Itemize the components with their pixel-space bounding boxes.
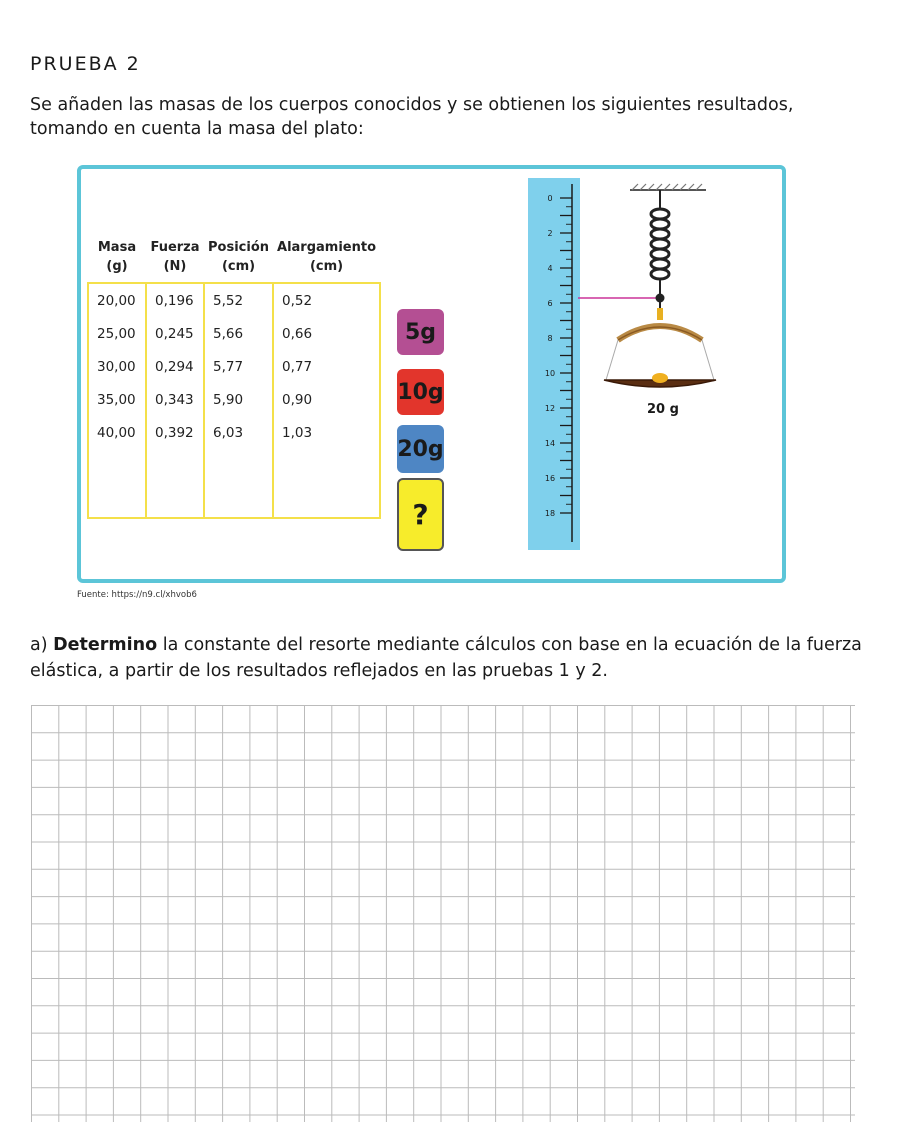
table-row	[88, 317, 380, 350]
cell-alargamiento: 0,77	[273, 350, 380, 383]
scale-weight	[652, 373, 668, 383]
table-row	[88, 383, 380, 416]
header-alargamiento: Alargamiento (cm)	[273, 236, 380, 283]
question-lead: Determino	[53, 635, 158, 655]
ruler-label: 10	[544, 369, 556, 378]
spring-coils	[651, 209, 669, 279]
cell-alargamiento: 1,03	[273, 416, 380, 449]
ruler-label: 0	[547, 194, 553, 203]
cell-masa: 20,00	[88, 283, 146, 317]
ruler-label: 12	[544, 404, 556, 413]
cell-posicion: 5,90	[204, 383, 273, 416]
mass-block-20g: 20g	[397, 425, 444, 473]
scale-mass-label: 20 g	[647, 402, 679, 417]
table-row	[88, 283, 380, 317]
ruler	[528, 178, 580, 550]
cell-posicion: 6,03	[204, 416, 273, 449]
question-prefix: a)	[30, 635, 48, 655]
cell-alargamiento: 0,52	[273, 283, 380, 317]
mass-block-unknown: ?	[397, 478, 444, 551]
ruler-label: 4	[547, 264, 553, 273]
cell-fuerza: 0,196	[146, 283, 204, 317]
results-table	[87, 236, 381, 519]
cell-fuerza: 0,343	[146, 383, 204, 416]
cell-fuerza: 0,245	[146, 317, 204, 350]
cell-alargamiento: 0,66	[273, 317, 380, 350]
cell-alargamiento: 0,90	[273, 383, 380, 416]
header-fuerza: Fuerza (N)	[146, 236, 204, 283]
cell-fuerza: 0,392	[146, 416, 204, 449]
cell-masa: 40,00	[88, 416, 146, 449]
ruler-label: 14	[544, 439, 556, 448]
question-text: la constante del resorte mediante cálculos con base en la ecuación de la fuerza elástica, a partir de los resultados reflejados en las pruebas 1 y 2.	[30, 635, 862, 681]
cell-masa: 25,00	[88, 317, 146, 350]
table-row	[88, 416, 380, 449]
header-masa: Masa (g)	[88, 236, 146, 283]
ruler-label: 8	[547, 334, 553, 343]
spring-scale-illustration	[578, 180, 748, 430]
spring-end-knob	[656, 294, 665, 303]
table-header-row	[88, 236, 380, 283]
answer-grid	[31, 705, 855, 1122]
cell-fuerza: 0,294	[146, 350, 204, 383]
ruler-label: 2	[547, 229, 553, 238]
ruler-label: 6	[547, 299, 553, 308]
intro-paragraph: Se añaden las masas de los cuerpos conocidos y se obtienen los siguientes resultados, tomando en cuenta la masa del plato:	[30, 95, 794, 139]
table-row	[88, 350, 380, 383]
empty-cell	[204, 449, 273, 518]
question-a	[30, 632, 880, 684]
cell-posicion: 5,66	[204, 317, 273, 350]
mass-block-10g: 10g	[397, 369, 444, 415]
empty-cell	[146, 449, 204, 518]
cell-posicion: 5,52	[204, 283, 273, 317]
table-empty-row	[88, 449, 380, 518]
ruler-label: 16	[544, 474, 556, 483]
empty-cell	[88, 449, 146, 518]
cell-masa: 35,00	[88, 383, 146, 416]
header-posicion: Posición (cm)	[204, 236, 273, 283]
source-citation: Fuente: https://n9.cl/xhvob6	[77, 590, 197, 600]
cell-masa: 30,00	[88, 350, 146, 383]
page-title: PRUEBA 2	[30, 53, 141, 75]
empty-cell	[273, 449, 380, 518]
mass-block-5g: 5g	[397, 309, 444, 355]
ruler-label: 18	[544, 509, 556, 518]
cell-posicion: 5,77	[204, 350, 273, 383]
